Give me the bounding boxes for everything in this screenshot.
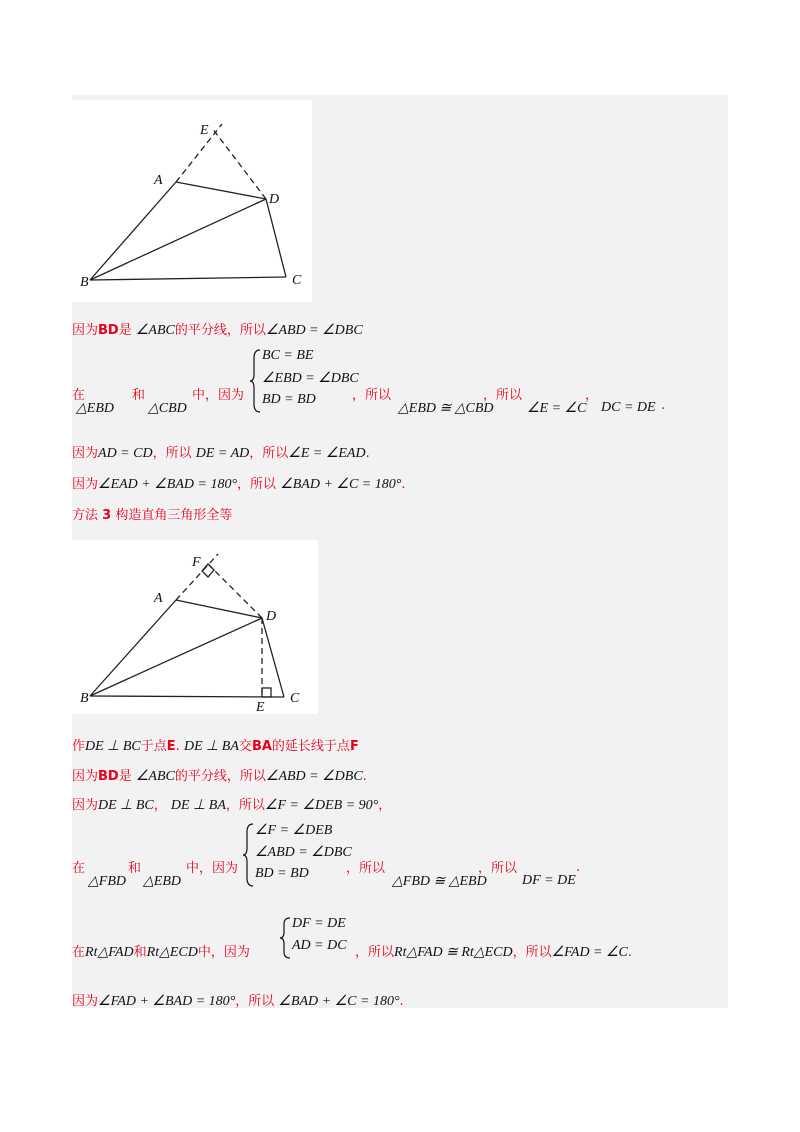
segment-bc (90, 696, 284, 697)
segment-bd (90, 199, 266, 280)
l2-tri-cbd: △CBD (148, 401, 187, 416)
l2-brace-system: BC = BE ∠EBD = ∠DBC BD = BD (250, 348, 360, 414)
line-6: 因为BD是 ∠ABC的平分线，所以∠ABD = ∠DBC. (72, 769, 367, 784)
l2-end: . (661, 398, 666, 413)
label-a: A (154, 173, 163, 188)
segment-ba (90, 182, 176, 280)
l8-brace-system: ∠F = ∠DEB ∠ABD = ∠DBC BD = BD (243, 822, 353, 888)
l8-end: . (576, 860, 581, 875)
l2-zai: 在 (72, 388, 86, 403)
line-5: 作DE ⊥ BC于点E. DE ⊥ BA交BA的延长线于点F (72, 739, 359, 754)
l2-tri-ebd: △EBD (76, 401, 114, 416)
l2-eq2: DC = DE (601, 400, 656, 415)
brace-icon (280, 916, 292, 960)
label-e: E (200, 123, 209, 138)
l2-zhong: 中，因为 (192, 388, 245, 403)
label-c: C (290, 691, 300, 706)
segment-dc (266, 199, 286, 277)
segment-bc (90, 277, 286, 280)
brace-icon (243, 822, 255, 888)
label-b: B (80, 275, 89, 290)
line-4: 因为∠EAD + ∠BAD = 180°，所以 ∠BAD + ∠C = 180°. (72, 477, 406, 492)
figure-1 (72, 100, 312, 302)
l8-suoyi1: ，所以 (346, 861, 386, 876)
segment-ad (176, 182, 266, 199)
method-3-heading: 方法 3 构造直角三角形全等 (72, 508, 233, 523)
l8-he: 和 (128, 861, 142, 876)
segment-ad (176, 600, 262, 618)
l2-suoyi1: ，所以 (352, 388, 392, 403)
l8-suoyi2: ，所以 (478, 861, 518, 876)
l8-zhong: 中，因为 (186, 861, 239, 876)
l8-eq: DF = DE (522, 873, 576, 888)
line-1: 因为BD是 ∠ABC的平分线，所以∠ABD = ∠DBC (72, 323, 363, 338)
segment-de-dashed (212, 128, 266, 199)
l9-start: 在Rt△FAD和Rt△ECD中，因为 (72, 945, 250, 960)
l2-eq1: ∠E = ∠C (527, 401, 587, 416)
right-angle-e (262, 688, 271, 697)
l2-congruence: △EBD ≅ △CBD (398, 401, 494, 416)
label-d: D (266, 609, 277, 624)
label-a: A (154, 591, 163, 606)
segment-dc (262, 618, 284, 697)
line-3: 因为AD = CD，所以 DE = AD，所以∠E = ∠EAD. (72, 446, 370, 461)
label-d: D (269, 192, 280, 207)
label-f: F (192, 555, 201, 570)
l2-suoyi2: ，所以 (483, 388, 523, 403)
l2-comma: ， (585, 388, 599, 403)
l8-zai: 在 (72, 861, 86, 876)
segment-bd (90, 618, 262, 696)
l9-brace-system: DF = DE AD = DC (280, 916, 370, 960)
l9-end: ，所以Rt△FAD ≅ Rt△ECD，所以∠FAD = ∠C. (355, 945, 633, 960)
label-b: B (80, 691, 89, 706)
label-c: C (292, 273, 302, 288)
line-10: 因为∠FAD + ∠BAD = 180°，所以 ∠BAD + ∠C = 180°. (72, 994, 404, 1009)
segment-ba (90, 600, 176, 696)
brace-icon (250, 348, 262, 414)
segment-df-dashed (208, 564, 262, 618)
l2-he: 和 (132, 388, 146, 403)
line-7: 因为DE ⊥ BC， DE ⊥ BA，所以∠F = ∠DEB = 90°， (72, 798, 392, 813)
l8-tri-ebd: △EBD (143, 874, 181, 889)
l8-tri-fbd: △FBD (88, 874, 126, 889)
figure-2 (72, 540, 318, 714)
label-e: E (256, 700, 265, 714)
l8-congruence: △FBD ≅ △EBD (392, 874, 487, 889)
